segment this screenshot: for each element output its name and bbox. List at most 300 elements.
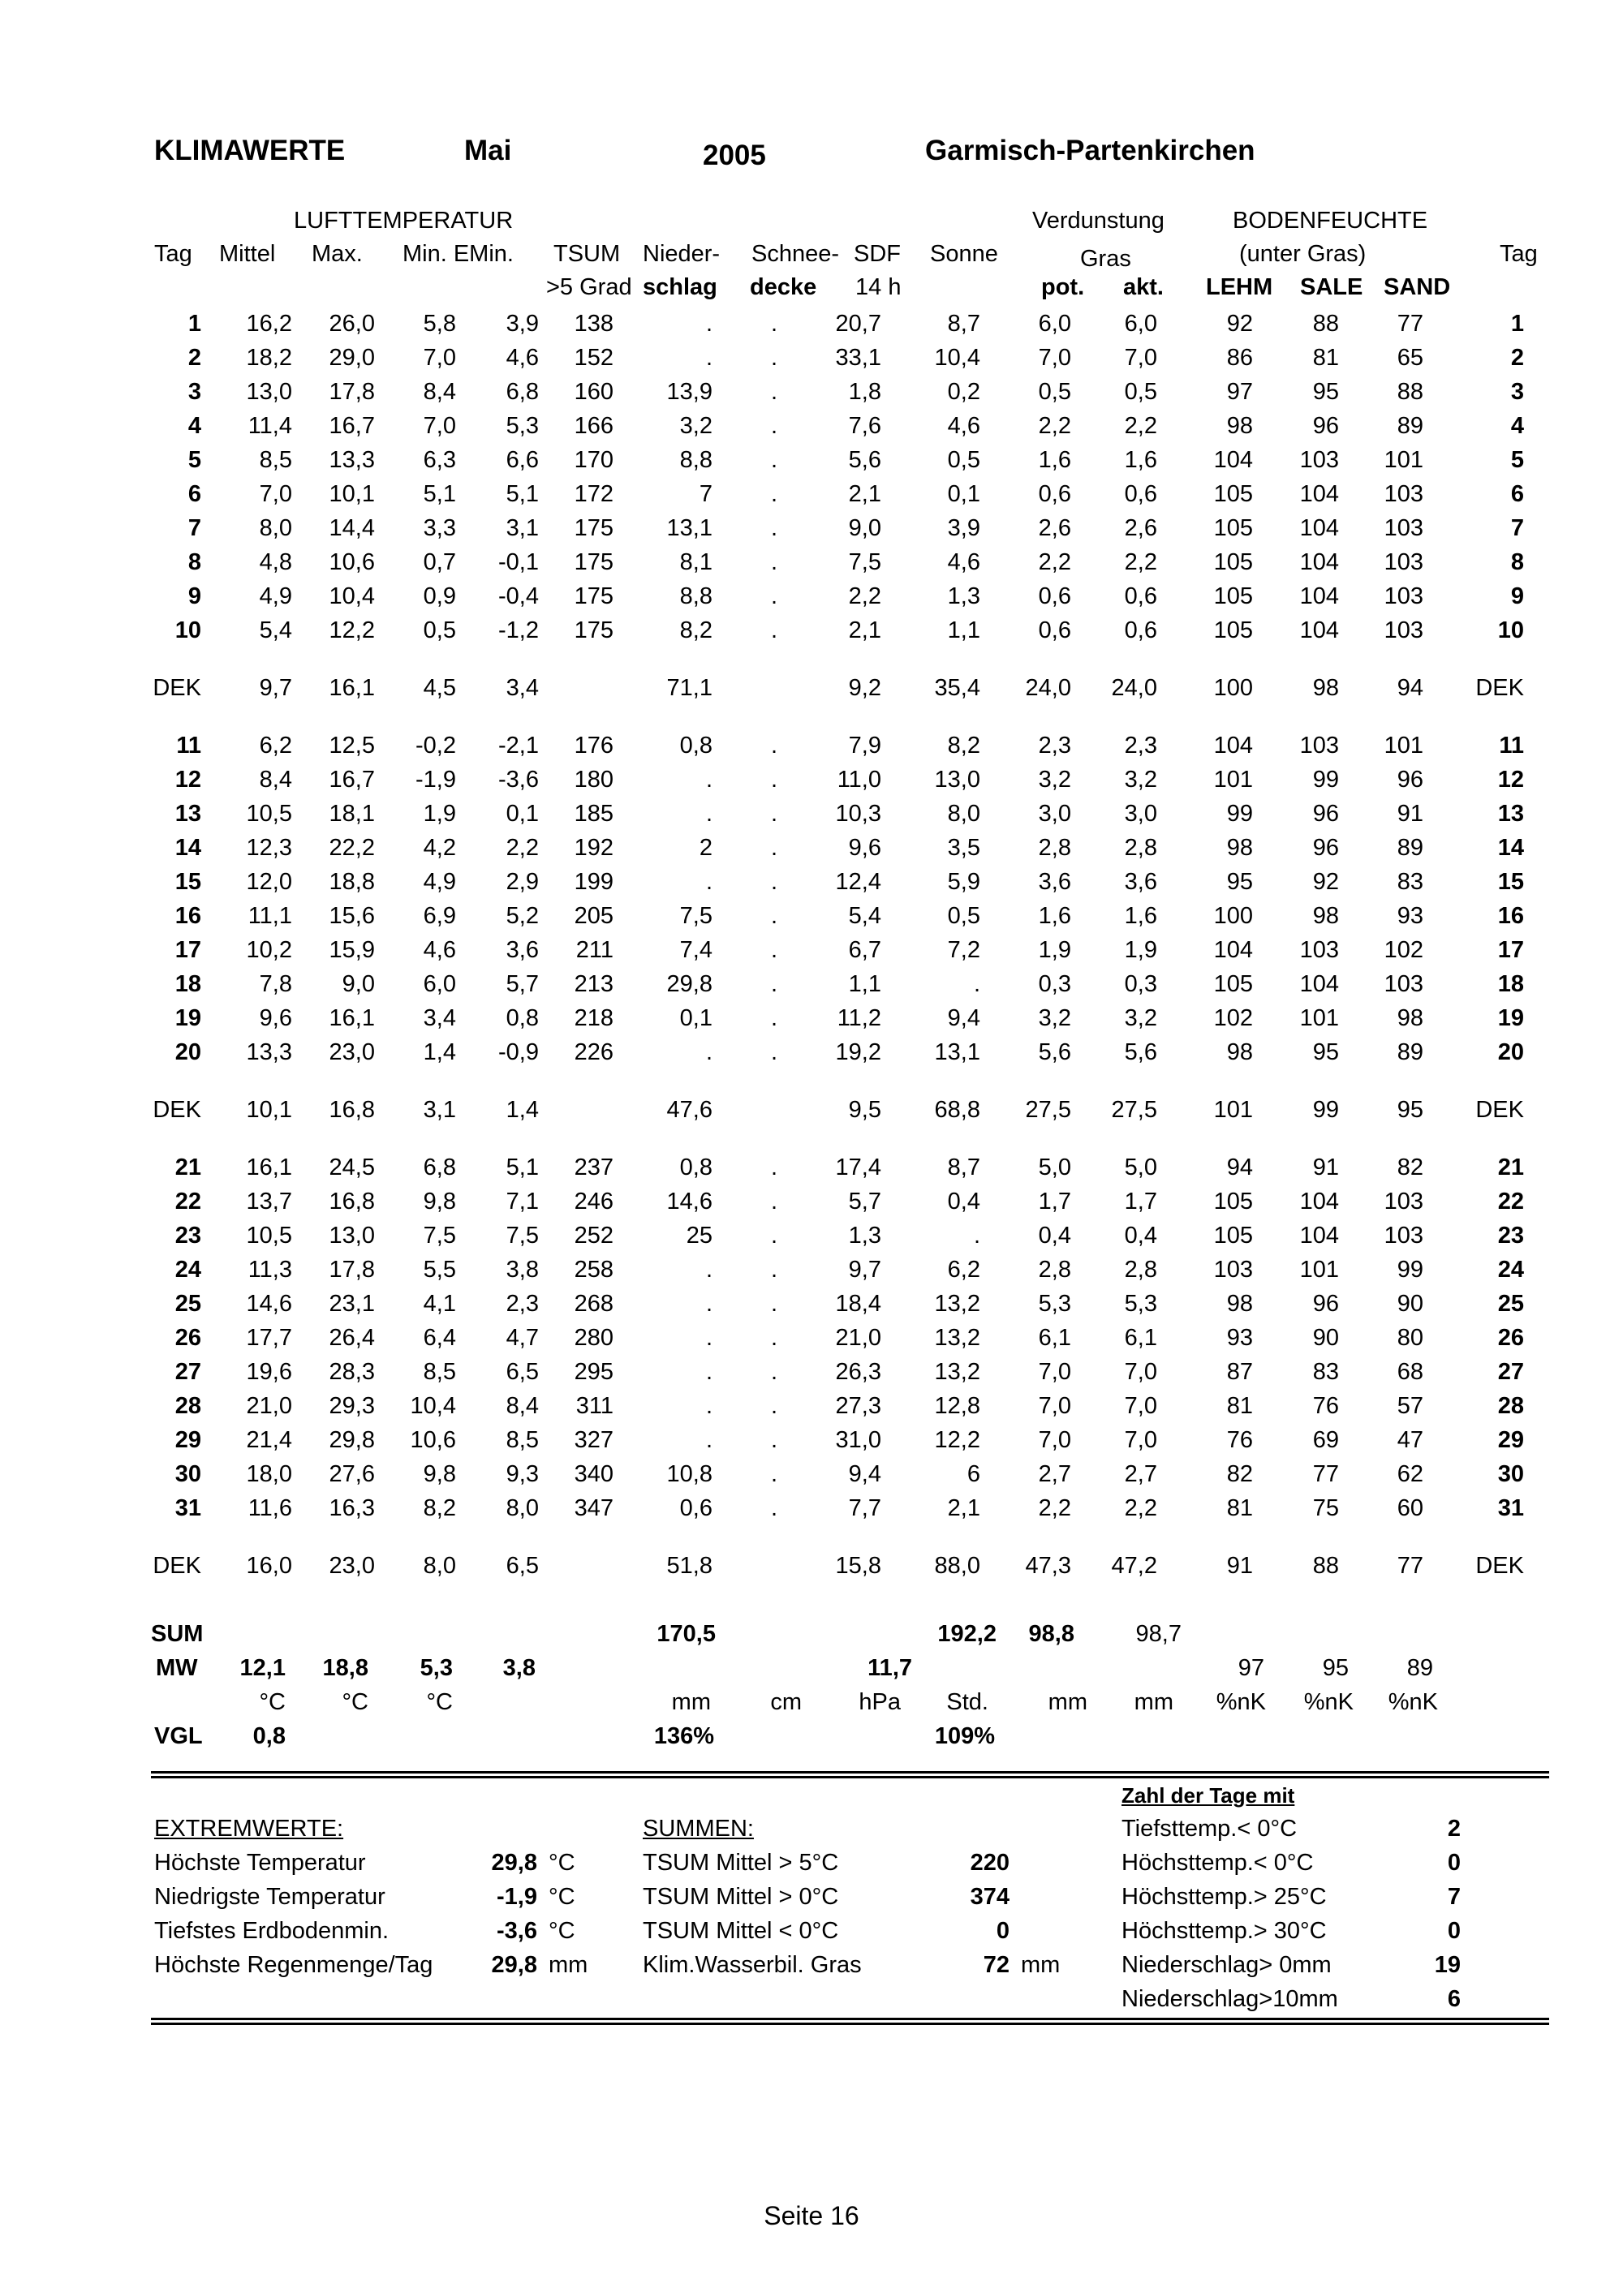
- cell-pot: 2,6: [1038, 514, 1071, 541]
- cell-tag: 29: [174, 1426, 201, 1453]
- cell-schnee: .: [770, 1004, 777, 1031]
- cell-mittel: 12,0: [246, 868, 292, 895]
- cell-mittel: 9,6: [259, 1004, 292, 1031]
- cell-sonne: 4,6: [947, 548, 980, 575]
- cell-min: 5,8: [423, 310, 456, 337]
- cell-mittel: 10,2: [246, 936, 292, 963]
- cell-sdf: 7,9: [848, 732, 881, 759]
- cell-pot: 6,0: [1038, 310, 1071, 337]
- cell-tag: 10: [174, 617, 201, 643]
- cell-sdf: 31,0: [835, 1426, 881, 1453]
- cell-sand: 77: [1397, 1552, 1423, 1579]
- cell-schnee: .: [770, 970, 777, 997]
- cell-pot: 7,0: [1038, 1358, 1071, 1385]
- cell-emin: 0,8: [506, 1004, 539, 1031]
- cell-tag: 27: [174, 1358, 201, 1385]
- cell-emin: -2,1: [498, 732, 539, 759]
- cell-pot: 5,0: [1038, 1154, 1071, 1180]
- cell-sand: 103: [1384, 1188, 1423, 1215]
- cell-akt: 1,6: [1124, 446, 1157, 473]
- cell-tsum: 226: [574, 1038, 613, 1065]
- cell-nieder: .: [705, 1358, 712, 1385]
- cell-pot: 0,5: [1038, 378, 1071, 405]
- cell-sand: 103: [1384, 970, 1423, 997]
- cell-akt: 0,6: [1124, 617, 1157, 643]
- cell-sale: 104: [1299, 583, 1339, 609]
- cell-tag-right: 15: [1497, 868, 1524, 895]
- cell-schnee: .: [770, 732, 777, 759]
- cell-sand: 96: [1397, 766, 1423, 793]
- cell-sdf: 19,2: [835, 1038, 881, 1065]
- unit-akt: mm: [1134, 1689, 1173, 1715]
- cell-tag-right: DEK: [1475, 674, 1524, 701]
- cell-tsum: 175: [574, 583, 613, 609]
- cell-tag: 19: [174, 1004, 201, 1031]
- cell-max: 15,6: [329, 902, 375, 929]
- cell-sale: 76: [1312, 1392, 1339, 1419]
- cell-min: 1,4: [423, 1038, 456, 1065]
- cell-sdf: 5,4: [848, 902, 881, 929]
- unit-max: °C: [342, 1689, 368, 1715]
- cell-mittel: 7,8: [259, 970, 292, 997]
- cell-max: 17,8: [329, 1256, 375, 1283]
- sum-pot: 98,8: [1028, 1621, 1074, 1647]
- col-header-tag: Tag: [154, 241, 192, 267]
- extremwerte-label: Höchste Temperatur: [154, 1850, 366, 1876]
- cell-tag: 30: [174, 1460, 201, 1487]
- cell-nieder: 13,1: [666, 514, 712, 541]
- cell-sdf: 7,5: [848, 548, 881, 575]
- cell-nieder: .: [705, 1256, 712, 1283]
- cell-nieder: 8,1: [679, 548, 712, 575]
- cell-tag-right: 29: [1497, 1426, 1524, 1453]
- cell-mittel: 14,6: [246, 1290, 292, 1317]
- cell-sand: 103: [1384, 583, 1423, 609]
- table-row: [146, 1185, 1524, 1219]
- cell-nieder: 7: [699, 480, 712, 507]
- cell-schnee: .: [770, 834, 777, 861]
- station-name: Garmisch-Partenkirchen: [925, 135, 1255, 166]
- cell-tag: 1: [187, 310, 201, 337]
- cell-akt: 6,0: [1124, 310, 1157, 337]
- cell-tag: DEK: [153, 674, 201, 701]
- cell-akt: 3,0: [1124, 800, 1157, 827]
- unit-lehm: %nK: [1216, 1689, 1266, 1715]
- cell-akt: 0,3: [1124, 970, 1157, 997]
- cell-emin: 6,5: [506, 1552, 539, 1579]
- cell-sonne: 88,0: [934, 1552, 980, 1579]
- cell-tag: 12: [174, 766, 201, 793]
- sum-sonne: 192,2: [937, 1621, 997, 1647]
- cell-nieder: .: [705, 766, 712, 793]
- table-row: [146, 1355, 1524, 1389]
- cell-max: 16,8: [329, 1188, 375, 1215]
- cell-pot: 7,0: [1038, 1392, 1071, 1419]
- cell-lehm: 93: [1226, 1324, 1253, 1351]
- cell-tsum: 175: [574, 548, 613, 575]
- cell-lehm: 91: [1226, 1552, 1253, 1579]
- cell-sdf: 33,1: [835, 344, 881, 371]
- cell-nieder: .: [705, 310, 712, 337]
- cell-sale: 83: [1312, 1358, 1339, 1385]
- cell-min: 8,0: [423, 1552, 456, 1579]
- cell-emin: 0,1: [506, 800, 539, 827]
- cell-sale: 69: [1312, 1426, 1339, 1453]
- cell-pot: 7,0: [1038, 1426, 1071, 1453]
- cell-nieder: .: [705, 868, 712, 895]
- cell-tsum: 180: [574, 766, 613, 793]
- cell-tag-right: 1: [1510, 310, 1524, 337]
- cell-nieder: 0,1: [679, 1004, 712, 1031]
- cell-emin: -0,1: [498, 548, 539, 575]
- cell-tsum: 268: [574, 1290, 613, 1317]
- cell-pot: 0,6: [1038, 583, 1071, 609]
- cell-min: 1,9: [423, 800, 456, 827]
- cell-nieder: 51,8: [666, 1552, 712, 1579]
- cell-schnee: .: [770, 1392, 777, 1419]
- zahl-der-tage-value: 2: [1447, 1816, 1461, 1842]
- cell-mittel: 10,5: [246, 1222, 292, 1249]
- cell-tsum: 138: [574, 310, 613, 337]
- cell-sonne: 1,3: [947, 583, 980, 609]
- cell-sale: 75: [1312, 1494, 1339, 1521]
- col-header-tsum: TSUM: [553, 241, 621, 267]
- cell-mittel: 12,3: [246, 834, 292, 861]
- cell-sonne: 8,2: [947, 732, 980, 759]
- cell-schnee: .: [770, 1038, 777, 1065]
- cell-tag: 9: [187, 583, 201, 609]
- cell-mittel: 7,0: [259, 480, 292, 507]
- table-row: [146, 831, 1524, 865]
- row-spacer: [146, 705, 1524, 729]
- cell-akt: 5,6: [1124, 1038, 1157, 1065]
- cell-nieder: 0,6: [679, 1494, 712, 1521]
- cell-tag: DEK: [153, 1096, 201, 1123]
- document-year: 2005: [703, 140, 766, 171]
- cell-min: 4,1: [423, 1290, 456, 1317]
- cell-min: 6,3: [423, 446, 456, 473]
- cell-pot: 0,6: [1038, 480, 1071, 507]
- cell-akt: 5,0: [1124, 1154, 1157, 1180]
- cell-max: 16,3: [329, 1494, 375, 1521]
- cell-sdf: 1,1: [848, 970, 881, 997]
- cell-min: 4,9: [423, 868, 456, 895]
- cell-tag-right: 20: [1497, 1038, 1524, 1065]
- cell-mittel: 18,2: [246, 344, 292, 371]
- cell-tsum: 295: [574, 1358, 613, 1385]
- cell-sand: 95: [1397, 1096, 1423, 1123]
- table-row: [146, 1457, 1524, 1491]
- cell-sand: 99: [1397, 1256, 1423, 1283]
- cell-emin: -0,4: [498, 583, 539, 609]
- cell-tag: 5: [187, 446, 201, 473]
- cell-emin: 6,8: [506, 378, 539, 405]
- cell-lehm: 98: [1226, 1038, 1253, 1065]
- cell-tsum: 185: [574, 800, 613, 827]
- cell-min: 8,4: [423, 378, 456, 405]
- cell-sdf: 20,7: [835, 310, 881, 337]
- cell-pot: 0,6: [1038, 617, 1071, 643]
- cell-tag-right: 17: [1497, 936, 1524, 963]
- cell-tsum: 176: [574, 732, 613, 759]
- cell-max: 16,1: [329, 1004, 375, 1031]
- cell-sonne: 8,7: [947, 1154, 980, 1180]
- mw-emin: 3,8: [502, 1655, 536, 1681]
- cell-sonne: 0,5: [947, 902, 980, 929]
- cell-schnee: .: [770, 1290, 777, 1317]
- cell-sale: 104: [1299, 970, 1339, 997]
- cell-emin: 2,2: [506, 834, 539, 861]
- cell-lehm: 104: [1213, 446, 1253, 473]
- col-header-sonne: Sonne: [930, 241, 998, 267]
- table-row: [146, 341, 1524, 375]
- cell-sand: 60: [1397, 1494, 1423, 1521]
- summen-label: TSUM Mittel < 0°C: [643, 1918, 839, 1944]
- unit-sand: %nK: [1388, 1689, 1438, 1715]
- cell-tag-right: 24: [1497, 1256, 1524, 1283]
- unit-min: °C: [426, 1689, 453, 1715]
- cell-sale: 91: [1312, 1154, 1339, 1180]
- cell-tag-right: 25: [1497, 1290, 1524, 1317]
- cell-emin: 4,6: [506, 344, 539, 371]
- cell-tag-right: 7: [1510, 514, 1524, 541]
- cell-lehm: 105: [1213, 480, 1253, 507]
- group-header-lufttemperatur: LUFTTEMPERATUR: [294, 208, 514, 234]
- cell-tsum: [539, 671, 613, 705]
- cell-emin: 5,7: [506, 970, 539, 997]
- cell-sale: 90: [1312, 1324, 1339, 1351]
- cell-max: 13,3: [329, 446, 375, 473]
- cell-emin: 8,4: [506, 1392, 539, 1419]
- cell-tag-right: 21: [1497, 1154, 1524, 1180]
- cell-sand: 82: [1397, 1154, 1423, 1180]
- cell-emin: -0,9: [498, 1038, 539, 1065]
- cell-max: 29,8: [329, 1426, 375, 1453]
- cell-lehm: 105: [1213, 548, 1253, 575]
- zahl-der-tage-value: 0: [1447, 1850, 1461, 1876]
- cell-tag-right: 13: [1497, 800, 1524, 827]
- cell-akt: 1,6: [1124, 902, 1157, 929]
- cell-lehm: 105: [1213, 583, 1253, 609]
- table-row: [146, 1491, 1524, 1525]
- cell-mittel: 4,9: [259, 583, 292, 609]
- mw-lehm: 97: [1238, 1655, 1264, 1681]
- cell-lehm: 94: [1226, 1154, 1253, 1180]
- cell-akt: 2,2: [1124, 548, 1157, 575]
- table-row: [146, 967, 1524, 1001]
- cell-mittel: 11,6: [248, 1494, 292, 1521]
- cell-tsum: [539, 1093, 613, 1127]
- cell-min: 4,6: [423, 936, 456, 963]
- cell-tsum: 213: [574, 970, 613, 997]
- cell-sdf: 21,0: [835, 1324, 881, 1351]
- row-spacer: [146, 1583, 1524, 1606]
- cell-pot: 2,8: [1038, 1256, 1071, 1283]
- cell-lehm: 98: [1226, 412, 1253, 439]
- cell-min: 6,8: [423, 1154, 456, 1180]
- cell-pot: 0,4: [1038, 1222, 1071, 1249]
- cell-emin: 5,1: [506, 1154, 539, 1180]
- cell-sale: 104: [1299, 548, 1339, 575]
- cell-akt: 7,0: [1124, 344, 1157, 371]
- cell-min: -1,9: [415, 766, 456, 793]
- cell-tsum: 280: [574, 1324, 613, 1351]
- cell-lehm: 98: [1226, 834, 1253, 861]
- cell-tag-right: 30: [1497, 1460, 1524, 1487]
- cell-min: 10,4: [410, 1392, 456, 1419]
- cell-nieder: .: [705, 1426, 712, 1453]
- cell-sdf: 5,7: [848, 1188, 881, 1215]
- cell-tag: 25: [174, 1290, 201, 1317]
- cell-mittel: 8,5: [259, 446, 292, 473]
- cell-sdf: 2,1: [848, 480, 881, 507]
- cell-tsum: 192: [574, 834, 613, 861]
- cell-lehm: 102: [1213, 1004, 1253, 1031]
- cell-sdf: 7,7: [848, 1494, 881, 1521]
- cell-akt: 1,9: [1124, 936, 1157, 963]
- cell-pot: 2,2: [1038, 548, 1071, 575]
- cell-max: 16,8: [329, 1096, 375, 1123]
- cell-sand: 88: [1397, 378, 1423, 405]
- cell-max: 15,9: [329, 936, 375, 963]
- sum-akt: 98,7: [1135, 1621, 1182, 1647]
- cell-tag: 13: [174, 800, 201, 827]
- cell-akt: 7,0: [1124, 1358, 1157, 1385]
- cell-tag-right: 4: [1510, 412, 1524, 439]
- table-row: [146, 409, 1524, 443]
- table-row: [146, 1150, 1524, 1185]
- cell-mittel: 16,1: [246, 1154, 292, 1180]
- cell-schnee: .: [770, 310, 777, 337]
- cell-pot: 3,0: [1038, 800, 1071, 827]
- cell-sale: 103: [1299, 446, 1339, 473]
- cell-tsum: 199: [574, 868, 613, 895]
- cell-lehm: 97: [1226, 378, 1253, 405]
- cell-lehm: 81: [1226, 1392, 1253, 1419]
- col-sub-akt: akt.: [1123, 274, 1164, 300]
- vgl-nieder: 136%: [653, 1723, 714, 1749]
- cell-tag-right: 31: [1497, 1494, 1524, 1521]
- extremwerte-label: Tiefstes Erdbodenmin.: [154, 1918, 390, 1944]
- cell-sdf: 9,2: [848, 674, 881, 701]
- cell-tag-right: 2: [1510, 344, 1524, 371]
- cell-max: 29,0: [329, 344, 375, 371]
- extremwerte-label: Niedrigste Temperatur: [154, 1884, 385, 1910]
- cell-emin: 5,1: [506, 480, 539, 507]
- cell-sonne: 12,8: [934, 1392, 980, 1419]
- cell-min: 5,1: [423, 480, 456, 507]
- cell-sand: 57: [1397, 1392, 1423, 1419]
- climate-data-table: [146, 307, 1524, 1606]
- unit-pot: mm: [1048, 1689, 1087, 1715]
- cell-pot: 3,2: [1038, 1004, 1071, 1031]
- cell-sonne: 0,4: [947, 1188, 980, 1215]
- cell-tag: 17: [174, 936, 201, 963]
- cell-schnee: .: [770, 936, 777, 963]
- cell-tsum: 166: [574, 412, 613, 439]
- cell-sdf: 11,0: [837, 766, 881, 793]
- cell-sale: 92: [1312, 868, 1339, 895]
- cell-nieder: 29,8: [666, 970, 712, 997]
- cell-sale: 101: [1299, 1004, 1339, 1031]
- cell-akt: 0,4: [1124, 1222, 1157, 1249]
- cell-sonne: 9,4: [947, 1004, 980, 1031]
- cell-schnee: .: [770, 1494, 777, 1521]
- table-row: [146, 1423, 1524, 1457]
- cell-sand: 62: [1397, 1460, 1423, 1487]
- cell-schnee: .: [770, 412, 777, 439]
- cell-sale: 96: [1312, 800, 1339, 827]
- cell-schnee: .: [770, 344, 777, 371]
- mw-mittel: 12,1: [239, 1655, 286, 1681]
- cell-lehm: 104: [1213, 732, 1253, 759]
- cell-schnee: .: [770, 446, 777, 473]
- cell-sdf: 9,4: [848, 1460, 881, 1487]
- cell-sand: 101: [1384, 732, 1423, 759]
- cell-schnee: .: [770, 1426, 777, 1453]
- extremwerte-value: -3,6: [497, 1918, 537, 1944]
- cell-sand: 89: [1397, 1038, 1423, 1065]
- cell-sale: 103: [1299, 732, 1339, 759]
- cell-mittel: 13,3: [246, 1038, 292, 1065]
- cell-tag: 8: [187, 548, 201, 575]
- cell-sale: 104: [1299, 1188, 1339, 1215]
- cell-schnee: [712, 1549, 777, 1583]
- cell-sale: 88: [1312, 1552, 1339, 1579]
- cell-tag-right: 26: [1497, 1324, 1524, 1351]
- cell-pot: 2,2: [1038, 412, 1071, 439]
- cell-sonne: 0,1: [947, 480, 980, 507]
- cell-sonne: 8,7: [947, 310, 980, 337]
- col-header-unter-gras: (unter Gras): [1239, 241, 1367, 267]
- cell-akt: 3,2: [1124, 766, 1157, 793]
- cell-sale: 104: [1299, 617, 1339, 643]
- cell-tag: 21: [174, 1154, 201, 1180]
- cell-sonne: 6: [966, 1460, 980, 1487]
- cell-schnee: .: [770, 1460, 777, 1487]
- cell-mittel: 8,0: [259, 514, 292, 541]
- cell-nieder: .: [705, 1038, 712, 1065]
- cell-sale: 101: [1299, 1256, 1339, 1283]
- cell-min: 5,5: [423, 1256, 456, 1283]
- cell-lehm: 100: [1213, 902, 1253, 929]
- cell-sand: 91: [1397, 800, 1423, 827]
- cell-sonne: 1,1: [947, 617, 980, 643]
- cell-tag: 22: [174, 1188, 201, 1215]
- cell-nieder: 8,8: [679, 583, 712, 609]
- cell-nieder: 8,2: [679, 617, 712, 643]
- mw-sale: 95: [1322, 1655, 1349, 1681]
- cell-tag: 18: [174, 970, 201, 997]
- col-sub-sale: SALE: [1300, 274, 1363, 300]
- cell-sonne: 0,2: [947, 378, 980, 405]
- cell-sand: 65: [1397, 344, 1423, 371]
- extremwerte-value: -1,9: [497, 1884, 537, 1910]
- table-row: [146, 865, 1524, 899]
- cell-pot: 24,0: [1025, 674, 1071, 701]
- cell-mittel: 11,1: [248, 902, 292, 929]
- cell-sonne: 6,2: [947, 1256, 980, 1283]
- cell-tag-right: 10: [1497, 617, 1524, 643]
- cell-max: 10,6: [329, 548, 375, 575]
- cell-max: 13,0: [329, 1222, 375, 1249]
- cell-sdf: 11,2: [837, 1004, 881, 1031]
- cell-akt: 2,3: [1124, 732, 1157, 759]
- cell-tsum: 218: [574, 1004, 613, 1031]
- zahl-der-tage-value: 0: [1447, 1918, 1461, 1944]
- cell-lehm: 99: [1226, 800, 1253, 827]
- cell-tag-right: 12: [1497, 766, 1524, 793]
